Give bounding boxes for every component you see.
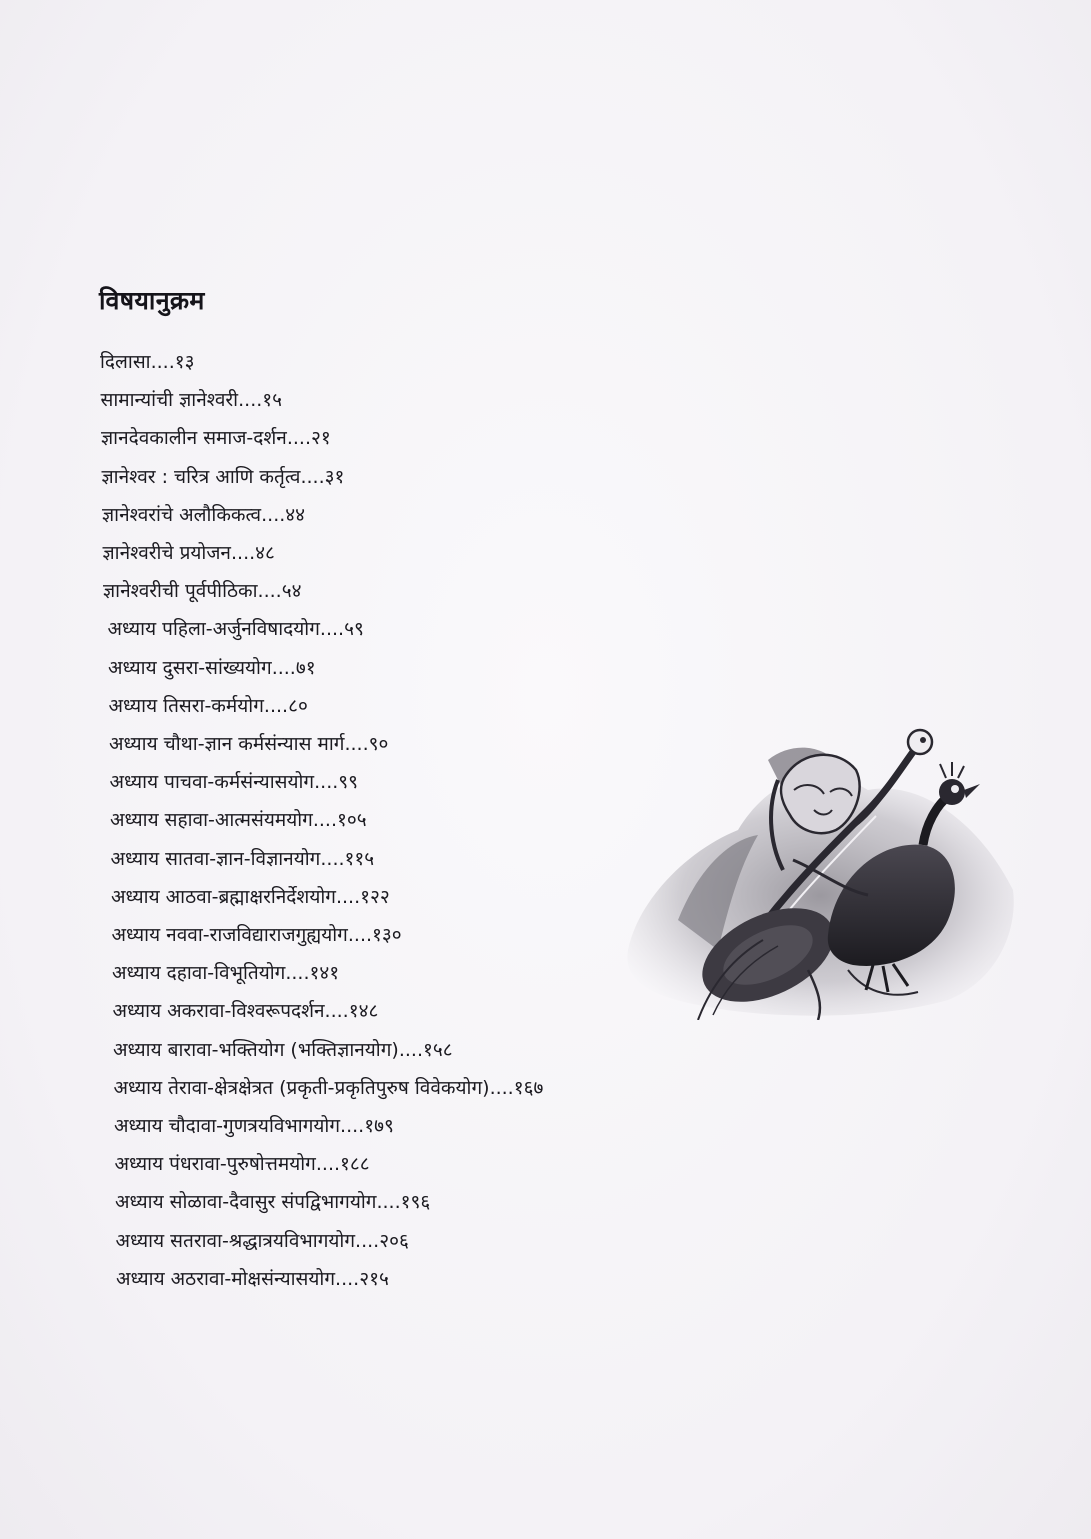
toc-entry-title: अध्याय पंधरावा-पुरुषोत्तमयोग bbox=[114, 1153, 316, 1176]
toc-entry-page: १७९ bbox=[364, 1115, 394, 1137]
toc-entry-dots: .... bbox=[257, 580, 282, 603]
toc-entry-dots: .... bbox=[285, 962, 310, 985]
toc-entry-title: ज्ञानेश्वरांचे अलौकिकत्व bbox=[102, 503, 262, 526]
toc-entry bbox=[112, 923, 402, 947]
toc-entry-page: १९६ bbox=[400, 1191, 431, 1214]
toc-entry bbox=[112, 961, 339, 985]
toc-entry-page: ३१ bbox=[324, 465, 345, 488]
toc-entry bbox=[110, 808, 367, 832]
toc-entry-page: ११५ bbox=[344, 847, 375, 870]
toc-entry-title: अध्याय पाचवा-कर्मसंन्यासयोग bbox=[109, 771, 315, 794]
toc-entry-dots: .... bbox=[489, 1076, 514, 1099]
toc-entry-page: १५८ bbox=[423, 1038, 453, 1061]
toc-entry-title: अध्याय तिसरा-कर्मयोग bbox=[108, 694, 264, 717]
toc-entry-title: अध्याय दुसरा-सांख्ययोग bbox=[108, 656, 272, 679]
toc-entry-page: ४८ bbox=[255, 542, 275, 564]
toc-entry-dots: .... bbox=[335, 1267, 360, 1290]
toc-entry-title: अध्याय सातवा-ज्ञान-विज्ञानयोग bbox=[110, 847, 321, 870]
toc-entry bbox=[111, 847, 375, 871]
toc-entry-page: १३ bbox=[174, 351, 195, 373]
toc-entry-title: दिलासा bbox=[100, 351, 151, 373]
toc-entry bbox=[115, 1190, 430, 1214]
toc-entry-dots: .... bbox=[344, 733, 369, 755]
toc-entry-page: ९९ bbox=[338, 771, 359, 794]
toc-entry-page: १८८ bbox=[340, 1153, 370, 1176]
toc-entry-page: १२२ bbox=[360, 885, 390, 908]
toc-entry bbox=[114, 1076, 544, 1100]
toc-entry-dots: .... bbox=[150, 351, 175, 373]
toc-entry-page: १४८ bbox=[348, 1000, 379, 1023]
toc-entry bbox=[103, 541, 275, 565]
toc-entry-page: ८० bbox=[288, 694, 308, 717]
toc-entry bbox=[116, 1229, 409, 1253]
toc-entry bbox=[115, 1152, 370, 1176]
toc-entry bbox=[108, 617, 364, 641]
toc-entry-page: ९० bbox=[368, 733, 389, 755]
toc-entry-dots: .... bbox=[376, 1191, 401, 1214]
toc-entry bbox=[102, 503, 305, 527]
toc-entry-page: १०५ bbox=[337, 809, 367, 832]
contents-heading: विषयानुक्रम bbox=[99, 285, 205, 315]
toc-entry-page: ४४ bbox=[285, 503, 306, 526]
toc-entry bbox=[113, 999, 379, 1023]
toc-entry-title: अध्याय चौथा-ज्ञान कर्मसंन्यास मार्ग bbox=[109, 733, 345, 755]
toc-entry bbox=[101, 426, 331, 450]
toc-entry-dots: .... bbox=[271, 656, 296, 679]
toc-entry-page: ५९ bbox=[344, 618, 364, 641]
toc-entry bbox=[109, 732, 388, 756]
toc-entry-dots: .... bbox=[230, 542, 256, 564]
saraswati-illustration bbox=[618, 720, 1023, 1020]
toc-entry-dots: .... bbox=[314, 771, 339, 794]
toc-entry-page: १५ bbox=[262, 389, 283, 412]
toc-entry bbox=[103, 579, 301, 603]
toc-entry-page: २१५ bbox=[359, 1267, 389, 1290]
toc-entry-title: अध्याय बारावा-भक्तियोग (भक्तिज्ञानयोग) bbox=[113, 1038, 399, 1061]
toc-entry-dots: .... bbox=[320, 847, 345, 870]
toc-entry-page: १३० bbox=[372, 924, 402, 946]
toc-entry-title: अध्याय अकरावा-विश्वरूपदर्शन bbox=[112, 1000, 325, 1023]
toc-entry-page: २०६ bbox=[379, 1229, 409, 1252]
toc-entry bbox=[114, 1114, 394, 1138]
toc-entry-title: अध्याय सतरावा-श्रद्धात्रयविभागयोग bbox=[115, 1229, 356, 1252]
toc-entry bbox=[101, 388, 283, 412]
toc-entry-dots: .... bbox=[340, 1115, 365, 1137]
toc-entry-dots: .... bbox=[335, 885, 361, 908]
toc-entry-title: अध्याय अठरावा-मोक्षसंन्यासयोग bbox=[116, 1267, 336, 1290]
toc-entry-page: १४१ bbox=[309, 962, 340, 985]
toc-entry bbox=[113, 1038, 453, 1062]
toc-entry-dots: .... bbox=[261, 503, 286, 526]
toc-entry-title: अध्याय सहावा-आत्मसंयमयोग bbox=[110, 809, 313, 832]
toc-entry-title: ज्ञानेश्वरीचे प्रयोजन bbox=[102, 542, 231, 564]
toc-entry-page: ५४ bbox=[281, 580, 302, 603]
toc-entry-dots: .... bbox=[319, 618, 345, 641]
toc-entry-dots: .... bbox=[263, 694, 289, 717]
toc-entry-title: अध्याय आठवा-ब्रह्माक्षरनिर्देशयोग bbox=[111, 885, 336, 908]
toc-entry-title: अध्याय चौदावा-गुणत्रयविभागयोग bbox=[114, 1115, 341, 1137]
toc-entry-dots: .... bbox=[312, 809, 338, 832]
toc-entry-title: अध्याय दहावा-विभूतियोग bbox=[112, 962, 286, 985]
toc-entry-dots: .... bbox=[315, 1153, 341, 1176]
toc-entry-title: अध्याय तेरावा-क्षेत्रक्षेत्रत (प्रकृती-प्रकृतिपुरुष विवेकयोग) bbox=[113, 1076, 490, 1099]
toc-entry-dots: .... bbox=[300, 465, 325, 488]
toc-entry-dots: .... bbox=[347, 924, 373, 946]
toc-entry-dots: .... bbox=[324, 1000, 349, 1023]
toc-entry-dots: .... bbox=[398, 1038, 424, 1061]
toc-entry bbox=[108, 656, 316, 680]
toc-entry bbox=[111, 885, 390, 909]
toc-entry-dots: .... bbox=[238, 389, 263, 412]
toc-entry-title: अध्याय पहिला-अर्जुनविषादयोग bbox=[107, 618, 320, 641]
toc-entry-title: ज्ञानदेवकालीन समाज-दर्शन bbox=[101, 427, 287, 450]
toc-entry-title: अध्याय सोळावा-दैवासुर संपद्विभागयोग bbox=[115, 1191, 377, 1214]
toc-entry-page: १६७ bbox=[513, 1076, 544, 1099]
toc-entry-dots: .... bbox=[355, 1229, 380, 1252]
toc-entry-page: ७१ bbox=[295, 656, 316, 679]
toc-entry-title: ज्ञानेश्वरीची पूर्वपीठिका bbox=[103, 580, 258, 603]
toc-entry-dots: .... bbox=[286, 427, 312, 450]
toc-entry bbox=[100, 350, 195, 374]
toc-entry bbox=[109, 694, 308, 718]
toc-entry bbox=[102, 465, 345, 489]
toc-entry bbox=[116, 1267, 389, 1291]
toc-entry-title: अध्याय नववा-राजविद्याराजगुह्ययोग bbox=[111, 924, 348, 946]
toc-entry-title: ज्ञानेश्वर : चरित्र आणि कर्तृत्व bbox=[101, 465, 301, 488]
toc-entry-page: २१ bbox=[311, 427, 331, 450]
toc-entry bbox=[110, 770, 359, 794]
toc-entry-title: सामान्यांची ज्ञानेश्वरी bbox=[100, 389, 239, 412]
